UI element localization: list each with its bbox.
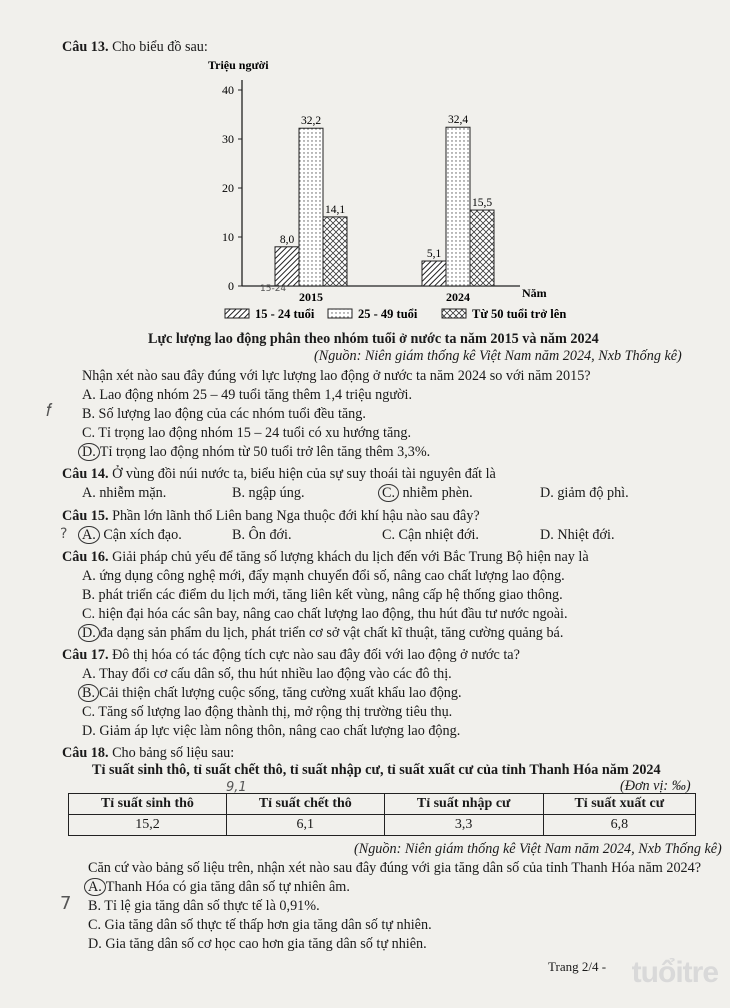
legend-label: 15 - 24 tuổi [255, 307, 315, 321]
bar-value-label: 15,5 [471, 197, 493, 210]
bar [299, 128, 323, 286]
q15-option-d: D. Nhiệt đới. [540, 527, 615, 543]
publisher-logo: tuổitre [631, 956, 718, 989]
x-axis-label: Năm [522, 286, 547, 300]
table-cell: 3,3 [384, 815, 543, 836]
table-source: (Nguồn: Niên giám thống kê Việt Nam năm 2024, Nxb Thống kê) [354, 841, 722, 857]
legend-label: 25 - 49 tuổi [358, 307, 418, 321]
table-cell: 6,1 [226, 815, 384, 836]
q15-heading: Câu 15. Phần lớn lãnh thổ Liên bang Nga thuộc đới khí hậu nào sau đây? [62, 508, 480, 524]
bar [446, 127, 470, 286]
q18-option-d: D. Gia tăng dân số cơ học cao hơn gia tăng dân số tự nhiên. [88, 936, 427, 952]
chart-source: (Nguồn: Niên giám thống kê Việt Nam năm 2024, Nxb Thống kê) [314, 348, 682, 364]
q16-option-c: C. hiện đại hóa các sân bay, nâng cao chất lượng lao động, thu hút đầu tư nước ngoài. [82, 606, 568, 622]
y-tick-label: 30 [222, 132, 234, 146]
y-tick-label: 0 [228, 279, 234, 293]
table-cell: 15,2 [69, 815, 227, 836]
q17-heading: Câu 17. Đô thị hóa có tác động tích cực nào sau đây đối với lao động ở nước ta? [62, 647, 520, 663]
age-group-bar-chart [150, 55, 710, 335]
legend-swatch [328, 309, 352, 318]
table-header: Tỉ suất nhập cư [384, 794, 543, 815]
bar-value-label: 32,4 [447, 114, 469, 127]
q13-stem: Nhận xét nào sau đây đúng với lực lượng lao động ở nước ta năm 2024 so với năm 2015? [82, 368, 591, 384]
q17-option-a: A. Thay đổi cơ cấu dân số, thu hút nhiều lao động vào các đô thị. [82, 666, 452, 682]
handwritten-note: 15-24 [260, 284, 287, 294]
legend-label: Từ 50 tuổi trở lên [472, 307, 567, 321]
y-tick-label: 10 [222, 230, 234, 244]
q15-option-b: B. Ôn đới. [232, 527, 292, 543]
legend-swatch [442, 309, 466, 318]
table-unit: (Đơn vị: ‰) [620, 778, 691, 794]
q18-heading: Câu 18. Cho bảng số liệu sau: [62, 745, 235, 761]
table-header: Tỉ suất xuất cư [543, 794, 695, 815]
table-header-row [69, 794, 696, 815]
q13-option-b: B. Số lượng lao động của các nhóm tuổi đều tăng. [82, 406, 366, 422]
q16-option-d: D. đa dạng sản phẩm du lịch, phát triển cơ sở vật chất kĩ thuật, tăng cường quảng bá. [82, 624, 563, 642]
handwritten-mark: 7 [60, 893, 72, 914]
bar [470, 210, 494, 286]
q17-option-b: B. Cải thiện chất lượng cuộc sống, tăng cường xuất khẩu lao động. [82, 684, 462, 702]
chart-title: Lực lượng lao động phân theo nhóm tuổi ở nước ta năm 2015 và năm 2024 [148, 331, 599, 347]
table-row [69, 815, 696, 836]
q18-option-c: C. Gia tăng dân số thực tế thấp hơn gia tăng dân số tự nhiên. [88, 917, 432, 933]
q13-option-a: A. Lao động nhóm 25 – 49 tuổi tăng thêm 1,4 triệu người. [82, 387, 413, 403]
bar-value-label: 32,2 [300, 115, 322, 128]
table-header: Tỉ suất sinh thô [69, 794, 227, 815]
q15-option-a: A. Cận xích đạo. [82, 526, 182, 544]
x-tick-label: 2024 [446, 290, 470, 304]
q18-option-a: A. Thanh Hóa có gia tăng dân số tự nhiên âm. [88, 878, 350, 896]
q13-option-d: D. Tỉ trọng lao động nhóm từ 50 tuổi trở lên tăng thêm 3,3%. [82, 443, 430, 461]
table-title: Tỉ suất sinh thô, tỉ suất chết thô, tỉ suất nhập cư, tỉ suất xuất cư của tỉnh Thanh Hóa năm 2024 [92, 762, 661, 778]
q15-option-c: C. Cận nhiệt đới. [382, 527, 479, 543]
y-axis-label: Triệu người [208, 58, 269, 72]
circled-answer: D. [78, 443, 100, 461]
bar [422, 261, 446, 286]
q13-option-c: C. Tỉ trọng lao động nhóm 15 – 24 tuổi có xu hướng tăng. [82, 425, 412, 441]
x-tick-label: 2015 [299, 290, 323, 304]
handwritten-mark: ? [60, 526, 68, 542]
q17-option-d: D. Giảm áp lực việc làm nông thôn, nâng cao chất lượng lao động. [82, 723, 461, 739]
q14-option-d: D. giảm độ phì. [540, 485, 629, 501]
y-tick-label: 20 [222, 181, 234, 195]
q14-option-c: C. nhiễm phèn. [382, 484, 473, 502]
bar [275, 247, 299, 286]
q13-heading: Câu 13. Cho biểu đồ sau: [62, 39, 208, 55]
bar-value-label: 5,1 [426, 248, 442, 261]
bar-value-label: 14,1 [324, 203, 346, 216]
q14-option-a: A. nhiễm mặn. [82, 485, 167, 501]
data-table [68, 793, 696, 836]
bar-value-label: 8,0 [279, 233, 295, 246]
bar [323, 217, 347, 286]
q14-heading: Câu 14. Ở vùng đồi núi nước ta, biểu hiện của sự suy thoái tài nguyên đất là [62, 466, 496, 482]
q18-option-b: B. Tỉ lệ gia tăng dân số thực tế là 0,91%. [88, 898, 320, 914]
q16-option-b: B. phát triển các điểm du lịch mới, tăng liên kết vùng, nâng cấp hệ thống giao thông. [82, 587, 563, 603]
y-tick-label: 40 [222, 83, 234, 97]
page-number: Trang 2/4 - [548, 959, 607, 974]
handwritten-note: 9,1 [226, 780, 247, 795]
legend-swatch [225, 309, 249, 318]
q16-heading: Câu 16. Giải pháp chủ yếu để tăng số lượng khách du lịch đến với Bắc Trung Bộ hiện nay là [62, 549, 589, 565]
q16-option-a: A. ứng dụng công nghệ mới, đẩy mạnh chuyển đổi số, nâng cao chất lượng lao động. [82, 568, 565, 584]
q14-option-b: B. ngập úng. [232, 485, 305, 501]
q18-stem: Căn cứ vào bảng số liệu trên, nhận xét nào sau đây đúng với gia tăng dân số của tỉnh Thanh Hóa năm 2024? [88, 860, 702, 876]
table-header: Tỉ suất chết thô [226, 794, 384, 815]
table-cell: 6,8 [543, 815, 695, 836]
q17-option-c: C. Tăng số lượng lao động thành thị, mở rộng thị trường tiêu thụ. [82, 704, 453, 720]
handwritten-mark: 𝑓 [46, 400, 52, 421]
